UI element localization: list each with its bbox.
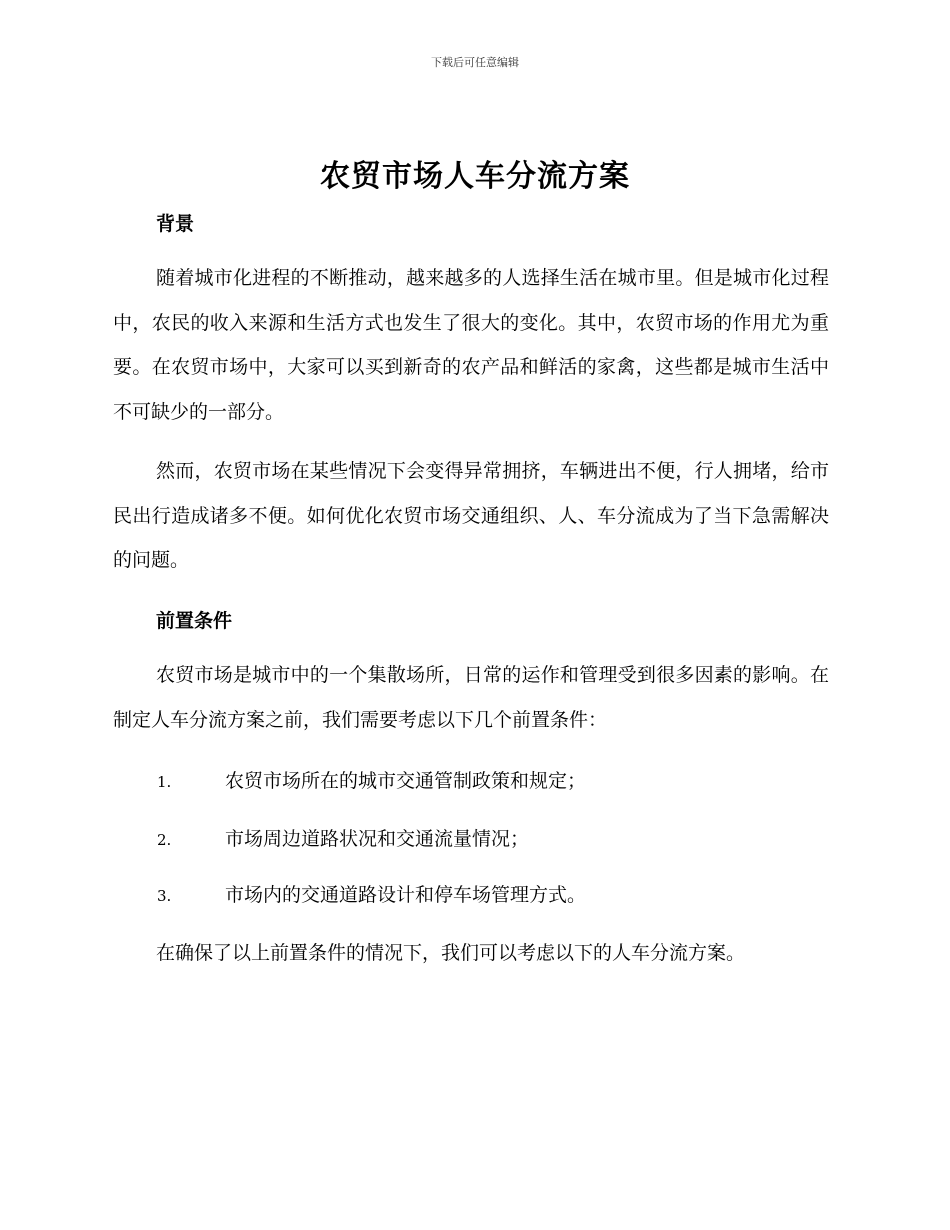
list-item bbox=[157, 880, 837, 907]
paragraph-background-1: 随着城市化进程的不断推动，越来越多的人选择生活在城市里。但是城市化过程中，农民的收入来源和生活方式也发生了很大的变化。其中，农贸市场的作用尤为重要。在农贸市场中，大家可以买到新奇的农产品和鲜活的家禽，这些都是城市生活中不可缺少的一部分。 bbox=[113, 267, 829, 423]
document-title: 农贸市场人车分流方案 bbox=[320, 159, 630, 194]
list-item-text: 农贸市场所在的城市交通管制政策和规定； bbox=[225, 770, 587, 792]
section-heading-preconditions: 前置条件 bbox=[156, 610, 233, 632]
paragraph-background-2: 然而，农贸市场在某些情况下会变得异常拥挤，车辆进出不便，行人拥堵，给市民出行造成诸多不便。如何优化农贸市场交通组织、人、车分流成为了当下急需解决的问题。 bbox=[113, 460, 829, 571]
list-item-number: 3. bbox=[157, 887, 172, 905]
list-item bbox=[157, 766, 837, 793]
list-item bbox=[157, 824, 837, 851]
list-item-text: 市场内的交通道路设计和停车场管理方式。 bbox=[225, 884, 587, 906]
list-item-number: 2. bbox=[157, 831, 172, 849]
header-note: 下载后可任意编辑 bbox=[431, 56, 519, 69]
section-heading-background: 背景 bbox=[156, 213, 195, 235]
list-item-number: 1. bbox=[157, 773, 172, 791]
list-item-text: 市场周边道路状况和交通流量情况； bbox=[225, 828, 530, 850]
conclusion-paragraph: 在确保了以上前置条件的情况下，我们可以考虑以下的人车分流方案。 bbox=[156, 942, 746, 964]
paragraph-preconditions: 农贸市场是城市中的一个集散场所，日常的运作和管理受到很多因素的影响。在制定人车分流方案之前，我们需要考虑以下几个前置条件： bbox=[113, 664, 829, 731]
